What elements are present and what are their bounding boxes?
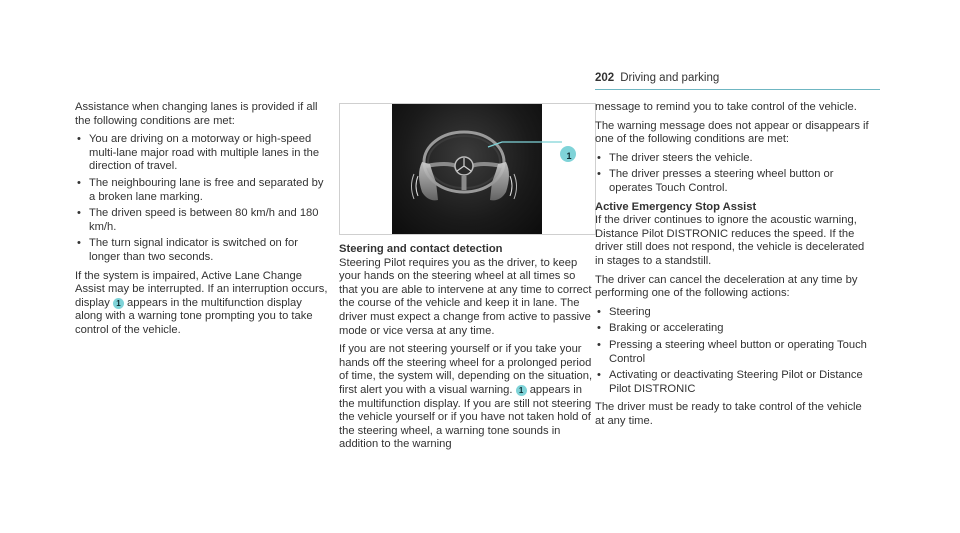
emergency-paragraph-2: The driver can cancel the deceleration at any time by performing one of the following actions: [595, 273, 858, 300]
list-item-text: Activating or deactivating Steering Pilot or Distance Pilot DISTRONIC [609, 369, 863, 395]
list-item [595, 168, 873, 195]
steering-text-end: appears in the multifunction display. If you are still not steering the vehicle yourself or if you have not taken hold of the steering wheel, a warning tone sounds in addition to the warning [339, 383, 592, 451]
impaired-text-start: If the system is impaired, Active Lane Change Assist may be interrupted. If an interruption occurs, display [75, 269, 328, 309]
list-item-text: Steering [609, 305, 651, 318]
bullet-icon: • [597, 369, 601, 382]
bullet-icon: • [597, 322, 601, 335]
page-header [595, 72, 719, 84]
section-title: Driving and parking [620, 72, 720, 84]
list-item-text: The driver steers the vehicle. [609, 151, 753, 164]
figure-badge: 1 [566, 151, 572, 161]
impaired-text-end: appears in the multifunction display along with a warning tone prompting you to take control of the vehicle. [75, 296, 313, 336]
steering-paragraph-1: Steering Pilot requires you as the driver, to keep your hands on the steering wheel at all times so that you are able to intervene at any time to correct the course of the vehicle and keep it in lane. The driver must expect a change from active to passive mode or vice versa at any time. [339, 256, 592, 337]
steering-paragraph-2 [339, 343, 593, 452]
list-item-text: The neighbouring lane is free and separated by a broken lane marking. [89, 176, 324, 203]
bullet-icon: • [597, 168, 601, 181]
bullet-icon: • [597, 305, 601, 318]
no-message-paragraph: The warning message does not appear or disappears if one of the following conditions are met: [595, 119, 869, 146]
column-2 [339, 243, 593, 457]
list-item-text: The driver presses a steering wheel button or operates Touch Control. [609, 168, 834, 194]
emergency-paragraph-1: If the driver continues to ignore the acoustic warning, Distance Pilot DISTRONIC reduces the speed. If the driver still does not respond, the vehicle is decelerated in stages to a standstill. [595, 214, 865, 267]
steering-wheel-icon [392, 104, 542, 234]
bullet-icon: • [597, 151, 601, 164]
steering-text-start: If you are not steering yourself or if you take your hands off the steering wheel for a prolonged period of time, the system will, depending on the situation, first alert you with a visual warning. [339, 343, 593, 396]
list-item-text: Pressing a steering wheel button or operating Touch Control [609, 338, 867, 365]
actions-list [595, 306, 873, 397]
list-item [75, 207, 329, 234]
list-item-text: Braking or accelerating [609, 322, 724, 335]
column-3 [595, 101, 873, 433]
emergency-heading: Active Emergency Stop Assist [595, 200, 757, 213]
bullet-icon: • [77, 207, 81, 220]
final-paragraph: The driver must be ready to take control of the vehicle at any time. [595, 401, 862, 427]
no-message-list [595, 152, 873, 196]
steering-heading: Steering and contact detection [339, 243, 503, 255]
list-item [595, 152, 873, 166]
list-item [75, 133, 329, 174]
list-item-text: The driven speed is between 80 km/h and 180 km/h. [89, 207, 319, 233]
list-item [595, 322, 873, 336]
display-badge-icon: 1 [516, 385, 527, 396]
list-item-text: The turn signal indicator is switched on for longer than two seconds. [89, 237, 298, 263]
page-number: 202 [595, 72, 615, 84]
list-item [595, 306, 873, 320]
bullet-icon: • [77, 237, 81, 250]
conditions-list [75, 133, 329, 264]
display-badge-icon: 1 [113, 298, 124, 309]
list-item [75, 237, 329, 264]
impaired-paragraph [75, 270, 329, 338]
list-item [75, 177, 329, 204]
bullet-icon: • [77, 176, 81, 189]
header-rule [595, 89, 880, 90]
steering-wheel-figure [339, 103, 596, 235]
figure-dark-panel [392, 104, 542, 234]
bullet-icon: • [77, 133, 81, 146]
list-item [595, 339, 873, 366]
continued-text: message to remind you to take control of the vehicle. [595, 101, 857, 113]
intro-paragraph: Assistance when changing lanes is provided if all the following conditions are met: [75, 101, 318, 127]
column-1 [75, 101, 329, 343]
callout-line [542, 104, 595, 234]
list-item-text: You are driving on a motorway or high-speed multi-lane major road with multiple lanes in the direction of travel. [89, 133, 320, 173]
bullet-icon: • [597, 338, 601, 351]
list-item [595, 369, 873, 396]
